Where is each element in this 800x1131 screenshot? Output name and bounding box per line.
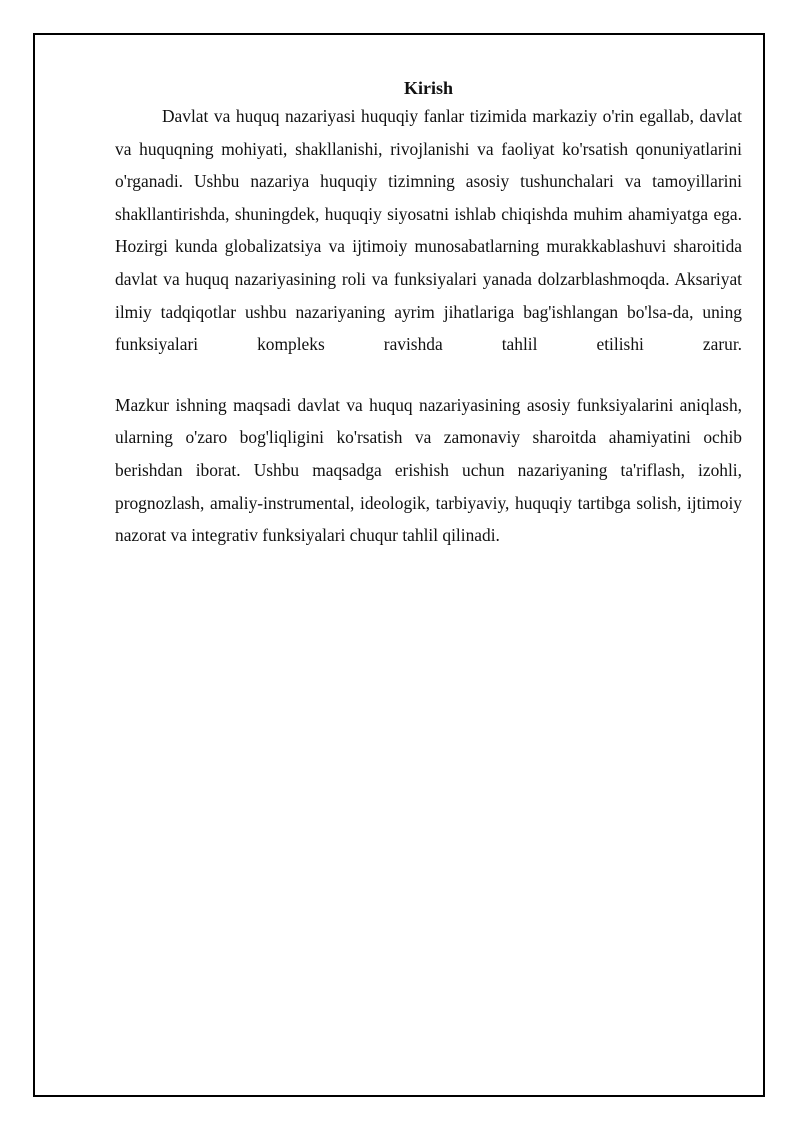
document-title: Kirish — [403, 78, 453, 98]
paragraph-purpose: Mazkur ishning maqsadi davlat va huquq nazariyasining asosiy funksiyalarini aniqlash, ularning o'zaro bog'liqligini ko'rsatish va zamonaviy sharoitda ahamiyatini ochib berishdan iborat. Ushbu maqsadga erishish uchun nazariyaning ta'riflash, izohli, prognozlash, amaliy-instrumental, ideologik, tarbiyaviy, huquqiy tartibga solish, ijtimoiy nazorat va integrativ funksiyalari chuqur tahlil qilinadi. — [115, 394, 742, 546]
paragraph-introduction: Davlat va huquq nazariyasi huquqiy fanlar tizimida markaziy o'rin egallab, davlat va huquqning mohiyati, shakllanishi, rivojlanishi va faoliyat ko'rsatish qonuniyatlarini o'rganadi. Ushbu nazariya huquqiy tizimning asosiy tushunchalari va tamoyillarini shakllantirishda, shuningdek, huquqiy siyosatni ishlab chiqishda muhim ahamiyatga ega. Hozirgi kunda globalizatsiya va ijtimoiy munosabatlarning murakkablashuvi sharoitida davlat va huquq nazariyasining roli va funksiyalari yanada dolzarblashmoqda. Aksariyat ilmiy tadqiqotlar ushbu nazariyaning ayrim jihatlariga bag'ishlangan bo'lsa-da, uning funksiyalari kompleks ravishda tahlil etilishi zarur. — [115, 106, 742, 355]
document-body — [115, 76, 742, 552]
